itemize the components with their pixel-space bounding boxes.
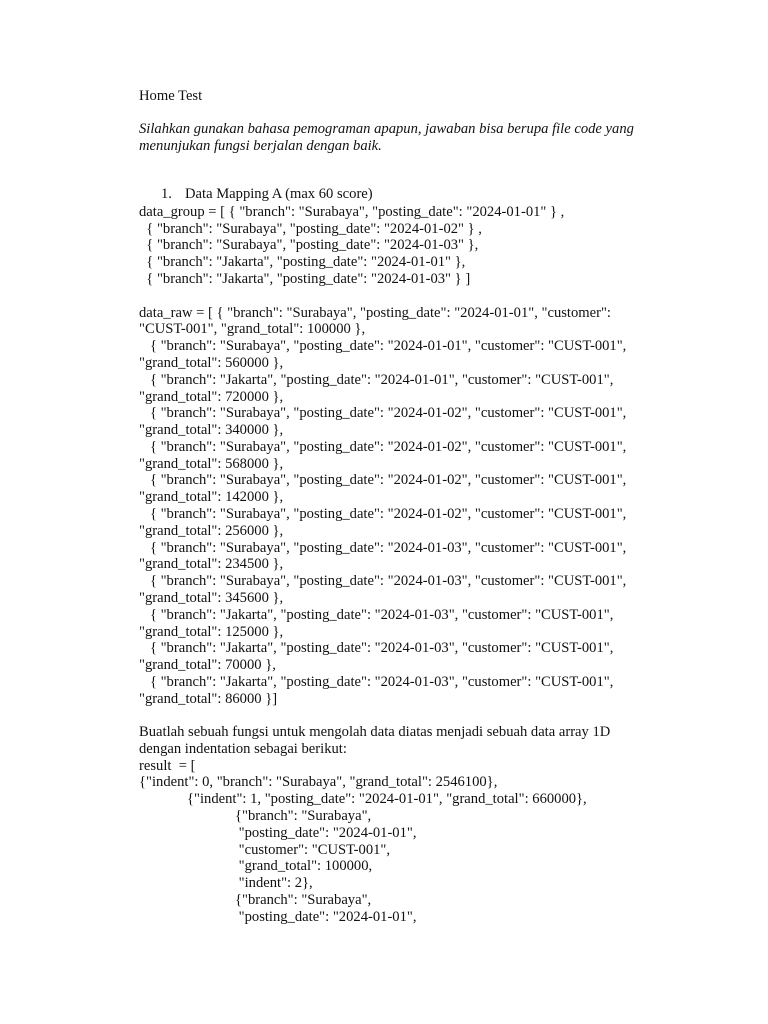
code-line: data_group = [ { "branch": "Surabaya", "posting_date": "2024-01-01" } , — [139, 204, 565, 220]
code-line: { "branch": "Surabaya", "posting_date": "2024-01-01", "customer": "CUST-001", — [139, 338, 627, 354]
code-line: { "branch": "Surabaya", "posting_date": "2024-01-02", "customer": "CUST-001", — [139, 439, 627, 455]
code-line: "grand_total": 256000 }, — [139, 523, 284, 539]
code-line: {"indent": 0, "branch": "Surabaya", "grand_total": 2546100}, — [139, 774, 498, 790]
section-title: Data Mapping A (max 60 score) — [185, 186, 373, 202]
code-line: "customer": "CUST-001", — [235, 842, 391, 858]
code-line: { "branch": "Surabaya", "posting_date": "2024-01-02", "customer": "CUST-001", — [139, 405, 627, 421]
code-line: "grand_total": 70000 }, — [139, 657, 276, 673]
code-line: "posting_date": "2024-01-01", — [235, 825, 417, 841]
code-line: "grand_total": 720000 }, — [139, 389, 284, 405]
code-line: { "branch": "Jakarta", "posting_date": "2024-01-01" }, — [139, 254, 466, 270]
code-line: { "branch": "Jakarta", "posting_date": "2024-01-01", "customer": "CUST-001", — [139, 372, 614, 388]
code-line: "CUST-001", "grand_total": 100000 }, — [139, 321, 366, 337]
instruction-line: menunjukan fungsi berjalan dengan baik. — [139, 138, 382, 154]
code-line: { "branch": "Surabaya", "posting_date": "2024-01-03" }, — [139, 237, 479, 253]
code-line: {"indent": 1, "posting_date": "2024-01-01", "grand_total": 660000}, — [187, 791, 587, 807]
code-line: "grand_total": 86000 }] — [139, 691, 278, 707]
task-line: dengan indentation sebagai berikut: — [139, 741, 347, 757]
code-line: "grand_total": 125000 }, — [139, 624, 284, 640]
code-line: data_raw = [ { "branch": "Surabaya", "posting_date": "2024-01-01", "customer": — [139, 305, 611, 321]
code-line: "grand_total": 234500 }, — [139, 556, 284, 572]
task-line: Buatlah sebuah fungsi untuk mengolah data diatas menjadi sebuah data array 1D — [139, 724, 611, 740]
code-line: { "branch": "Jakarta", "posting_date": "2024-01-03" } ] — [139, 271, 471, 287]
code-line: { "branch": "Jakarta", "posting_date": "2024-01-03", "customer": "CUST-001", — [139, 674, 614, 690]
code-line: { "branch": "Surabaya", "posting_date": "2024-01-02", "customer": "CUST-001", — [139, 472, 627, 488]
code-line: "indent": 2}, — [235, 875, 313, 891]
code-line: {"branch": "Surabaya", — [235, 892, 372, 908]
code-line: { "branch": "Jakarta", "posting_date": "2024-01-03", "customer": "CUST-001", — [139, 640, 614, 656]
code-line: { "branch": "Jakarta", "posting_date": "2024-01-03", "customer": "CUST-001", — [139, 607, 614, 623]
code-line: "grand_total": 142000 }, — [139, 489, 284, 505]
code-line: result = [ — [139, 758, 196, 774]
section-number: 1. — [161, 186, 172, 202]
code-line: "grand_total": 340000 }, — [139, 422, 284, 438]
instruction-line: Silahkan gunakan bahasa pemograman apapun, jawaban bisa berupa file code yang — [139, 121, 634, 137]
code-line: { "branch": "Surabaya", "posting_date": "2024-01-02" } , — [139, 221, 482, 237]
code-line: "grand_total": 568000 }, — [139, 456, 284, 472]
code-line: "grand_total": 345600 }, — [139, 590, 284, 606]
code-line: { "branch": "Surabaya", "posting_date": "2024-01-03", "customer": "CUST-001", — [139, 540, 627, 556]
code-line: { "branch": "Surabaya", "posting_date": "2024-01-02", "customer": "CUST-001", — [139, 506, 627, 522]
code-line: "grand_total": 100000, — [235, 858, 373, 874]
code-line: { "branch": "Surabaya", "posting_date": "2024-01-03", "customer": "CUST-001", — [139, 573, 627, 589]
doc-title: Home Test — [139, 88, 203, 104]
code-line: "grand_total": 560000 }, — [139, 355, 284, 371]
code-line: "posting_date": "2024-01-01", — [235, 909, 417, 925]
code-line: {"branch": "Surabaya", — [235, 808, 372, 824]
